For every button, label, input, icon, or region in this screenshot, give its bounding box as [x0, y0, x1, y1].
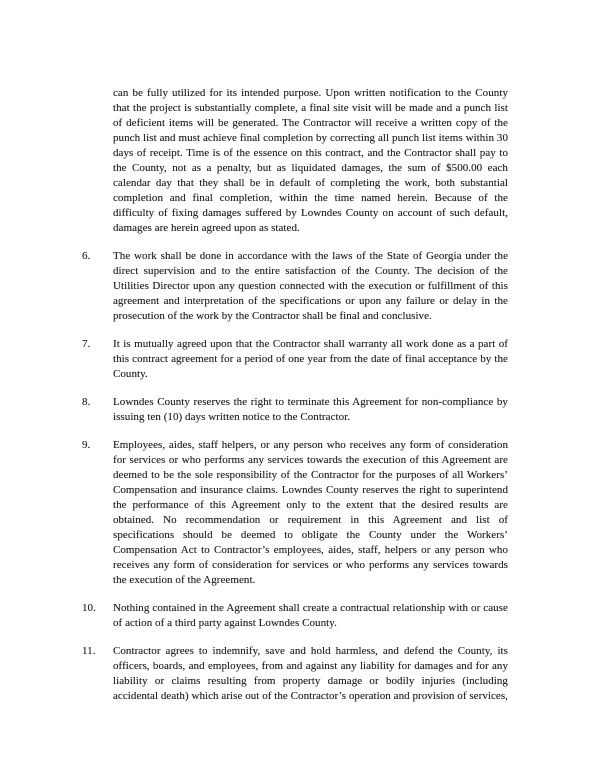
clause-number: 7.	[82, 338, 91, 350]
clause-text: Nothing contained in the Agreement shall create a contractual relationship with or cause of action of a third party against Lowndes County.	[113, 602, 508, 629]
clause-number: 8.	[82, 396, 91, 408]
continuation-paragraph: can be fully utilized for its intended purpose. Upon written notification to the County that the project is substantially complete, a final site visit will be made and a punch list of deficient items will be generated. The Contractor will receive a written copy of the punch list and must achieve final completion by correcting all punch list items within 30 days of receipt. Time is of the essence on this contract, and the Contractor shall pay to the County, not as a penalty, but as liquidated damages, the sum of $500.00 each calendar day that they shall be in default of completing the work, both substantial completion and final completion, within the time named herein. Because of the difficulty of fixing damages suffered by Lowndes County on account of such default, damages are herein agreed upon as stated.	[113, 87, 508, 234]
contract-clause	[82, 438, 508, 588]
contract-clause	[82, 249, 508, 324]
clause-number: 10.	[82, 602, 96, 614]
document-body	[82, 86, 508, 717]
clause-number: 11.	[82, 645, 96, 657]
clause-text: The work shall be done in accordance with the laws of the State of Georgia under the direct supervision and to the entire satisfaction of the County. The decision of the Utilities Director upon any question connected with the execution or fulfillment of this agreement and interpretation of the specifications or upon any failure or delay in the prosecution of the work by the Contractor shall be final and conclusive.	[113, 250, 508, 322]
clause-text: Lowndes County reserves the right to terminate this Agreement for non-compliance by issuing ten (10) days written notice to the Contractor.	[113, 396, 508, 423]
contract-clause	[82, 601, 508, 631]
clause-number: 6.	[82, 250, 91, 262]
clause-text: Contractor agrees to indemnify, save and hold harmless, and defend the County, its officers, boards, and employees, from and against any liability for damages and for any liability or claims resulting from property damage or bodily injuries (including accidental death) which arise out of the Contractor’s operation and provision of services,	[113, 645, 508, 702]
contract-clause	[82, 644, 508, 704]
clause-number: 9.	[82, 439, 91, 451]
numbered-clause-list	[82, 249, 508, 704]
contract-clause	[82, 337, 508, 382]
contract-clause	[82, 395, 508, 425]
clause-text: Employees, aides, staff helpers, or any person who receives any form of consideration for services or who performs any services towards the execution of this Agreement are deemed to be the sole responsibility of the Contractor for the purposes of all Workers’ Compensation and insurance claims. Lowndes County reserves the right to superintend the performance of this Agreement only to the extent that the desired results are obtained. No recommendation or requirement in this Agreement and list of specifications should be deemed to obligate the County under the Workers’ Compensation Act to Contractor’s employees, aides, staff, helpers or any person who receives any form of consideration for services or who performs any services towards the execution of the Agreement.	[113, 439, 508, 586]
clause-text: It is mutually agreed upon that the Contractor shall warranty all work done as a part of this contract agreement for a period of one year from the date of final acceptance by the County.	[113, 338, 508, 380]
